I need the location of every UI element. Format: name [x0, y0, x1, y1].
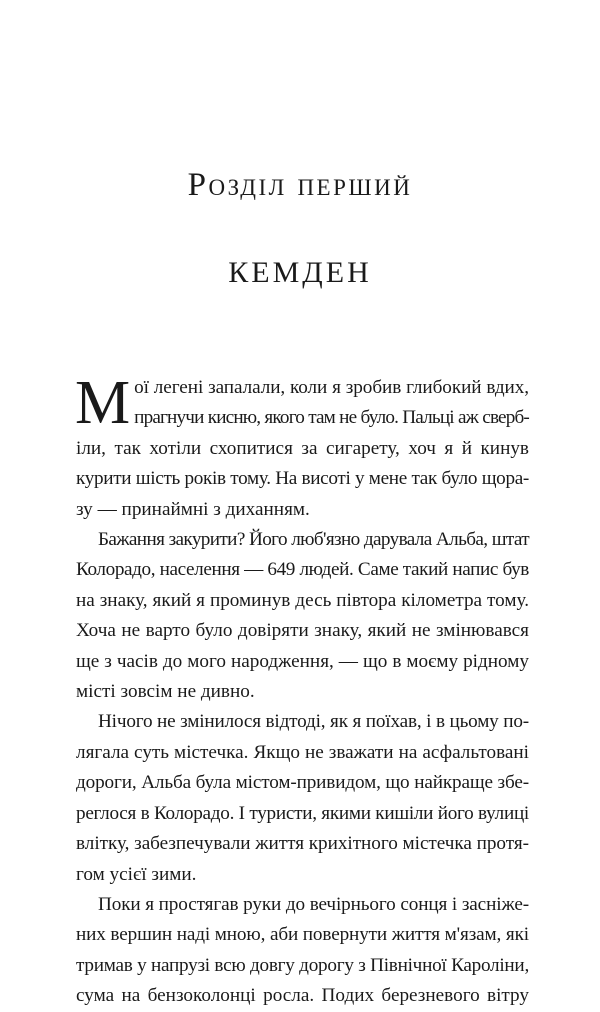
text-line: Нічого не змінилося відтоді, як я поїхав, і в цьому по- — [98, 711, 529, 733]
text-line: на знаку, який я проминув десь півтора кілометра тому. — [76, 589, 529, 611]
text-line: них вершин наді мною, аби повернути життя м'язам, які — [76, 924, 529, 946]
text-line: курити шість років тому. На висоті у мене так було щора- — [76, 468, 529, 490]
text-line: сума на бензоколонці росла. Подих березневого вітру — [76, 985, 529, 1007]
text-line: Колорадо, населення — 649 людей. Саме такий напис був — [76, 559, 529, 581]
paragraph — [76, 890, 529, 1012]
text-line: зу — принаймні з диханням. — [76, 498, 310, 520]
chapter-body — [75, 369, 529, 1012]
text-line: прагнучи кисню, якого там не було. Пальці аж сверб- — [134, 407, 529, 429]
chapter-subtitle: КЕМДЕН — [228, 256, 372, 289]
text-line: влітку, забезпечували життя крихітного містечка протя- — [76, 833, 529, 855]
text-line: реглося в Колорадо. І туристи, якими кишіли його вулиці — [76, 802, 529, 824]
text-line: іли, так хотіли схопитися за сигарету, хоч я й кинув — [76, 437, 529, 459]
text-line: тримав у напрузі всю довгу дорогу з Північної Кароліни, — [76, 954, 529, 976]
paragraph — [76, 525, 529, 707]
text-line: гом усієї зими. — [76, 863, 197, 885]
paragraph — [75, 369, 529, 525]
text-line: Поки я простягав руки до вечірнього сонця і засніже- — [98, 893, 529, 915]
text-line: Бажання закурити? Його люб'язно дарувала Альба, штат — [98, 529, 529, 551]
text-line: ще з часів до мого народження, — що в моєму рідному — [76, 650, 529, 672]
drop-cap: М — [75, 369, 131, 437]
text-line: ої легені запалали, коли я зробив глибокий вдих, — [134, 377, 529, 398]
chapter-title: Розділ перший — [187, 167, 413, 203]
text-line: Хоча не варто було довіряти знаку, який не змінювався — [76, 620, 529, 642]
text-line: дороги, Альба була містом-привидом, що найкраще збе- — [76, 772, 529, 794]
paragraph — [76, 707, 529, 889]
text-line: лягала суть містечка. Якщо не зважати на асфальтовані — [76, 741, 529, 763]
text-line: місті зовсім не дивно. — [76, 681, 255, 703]
